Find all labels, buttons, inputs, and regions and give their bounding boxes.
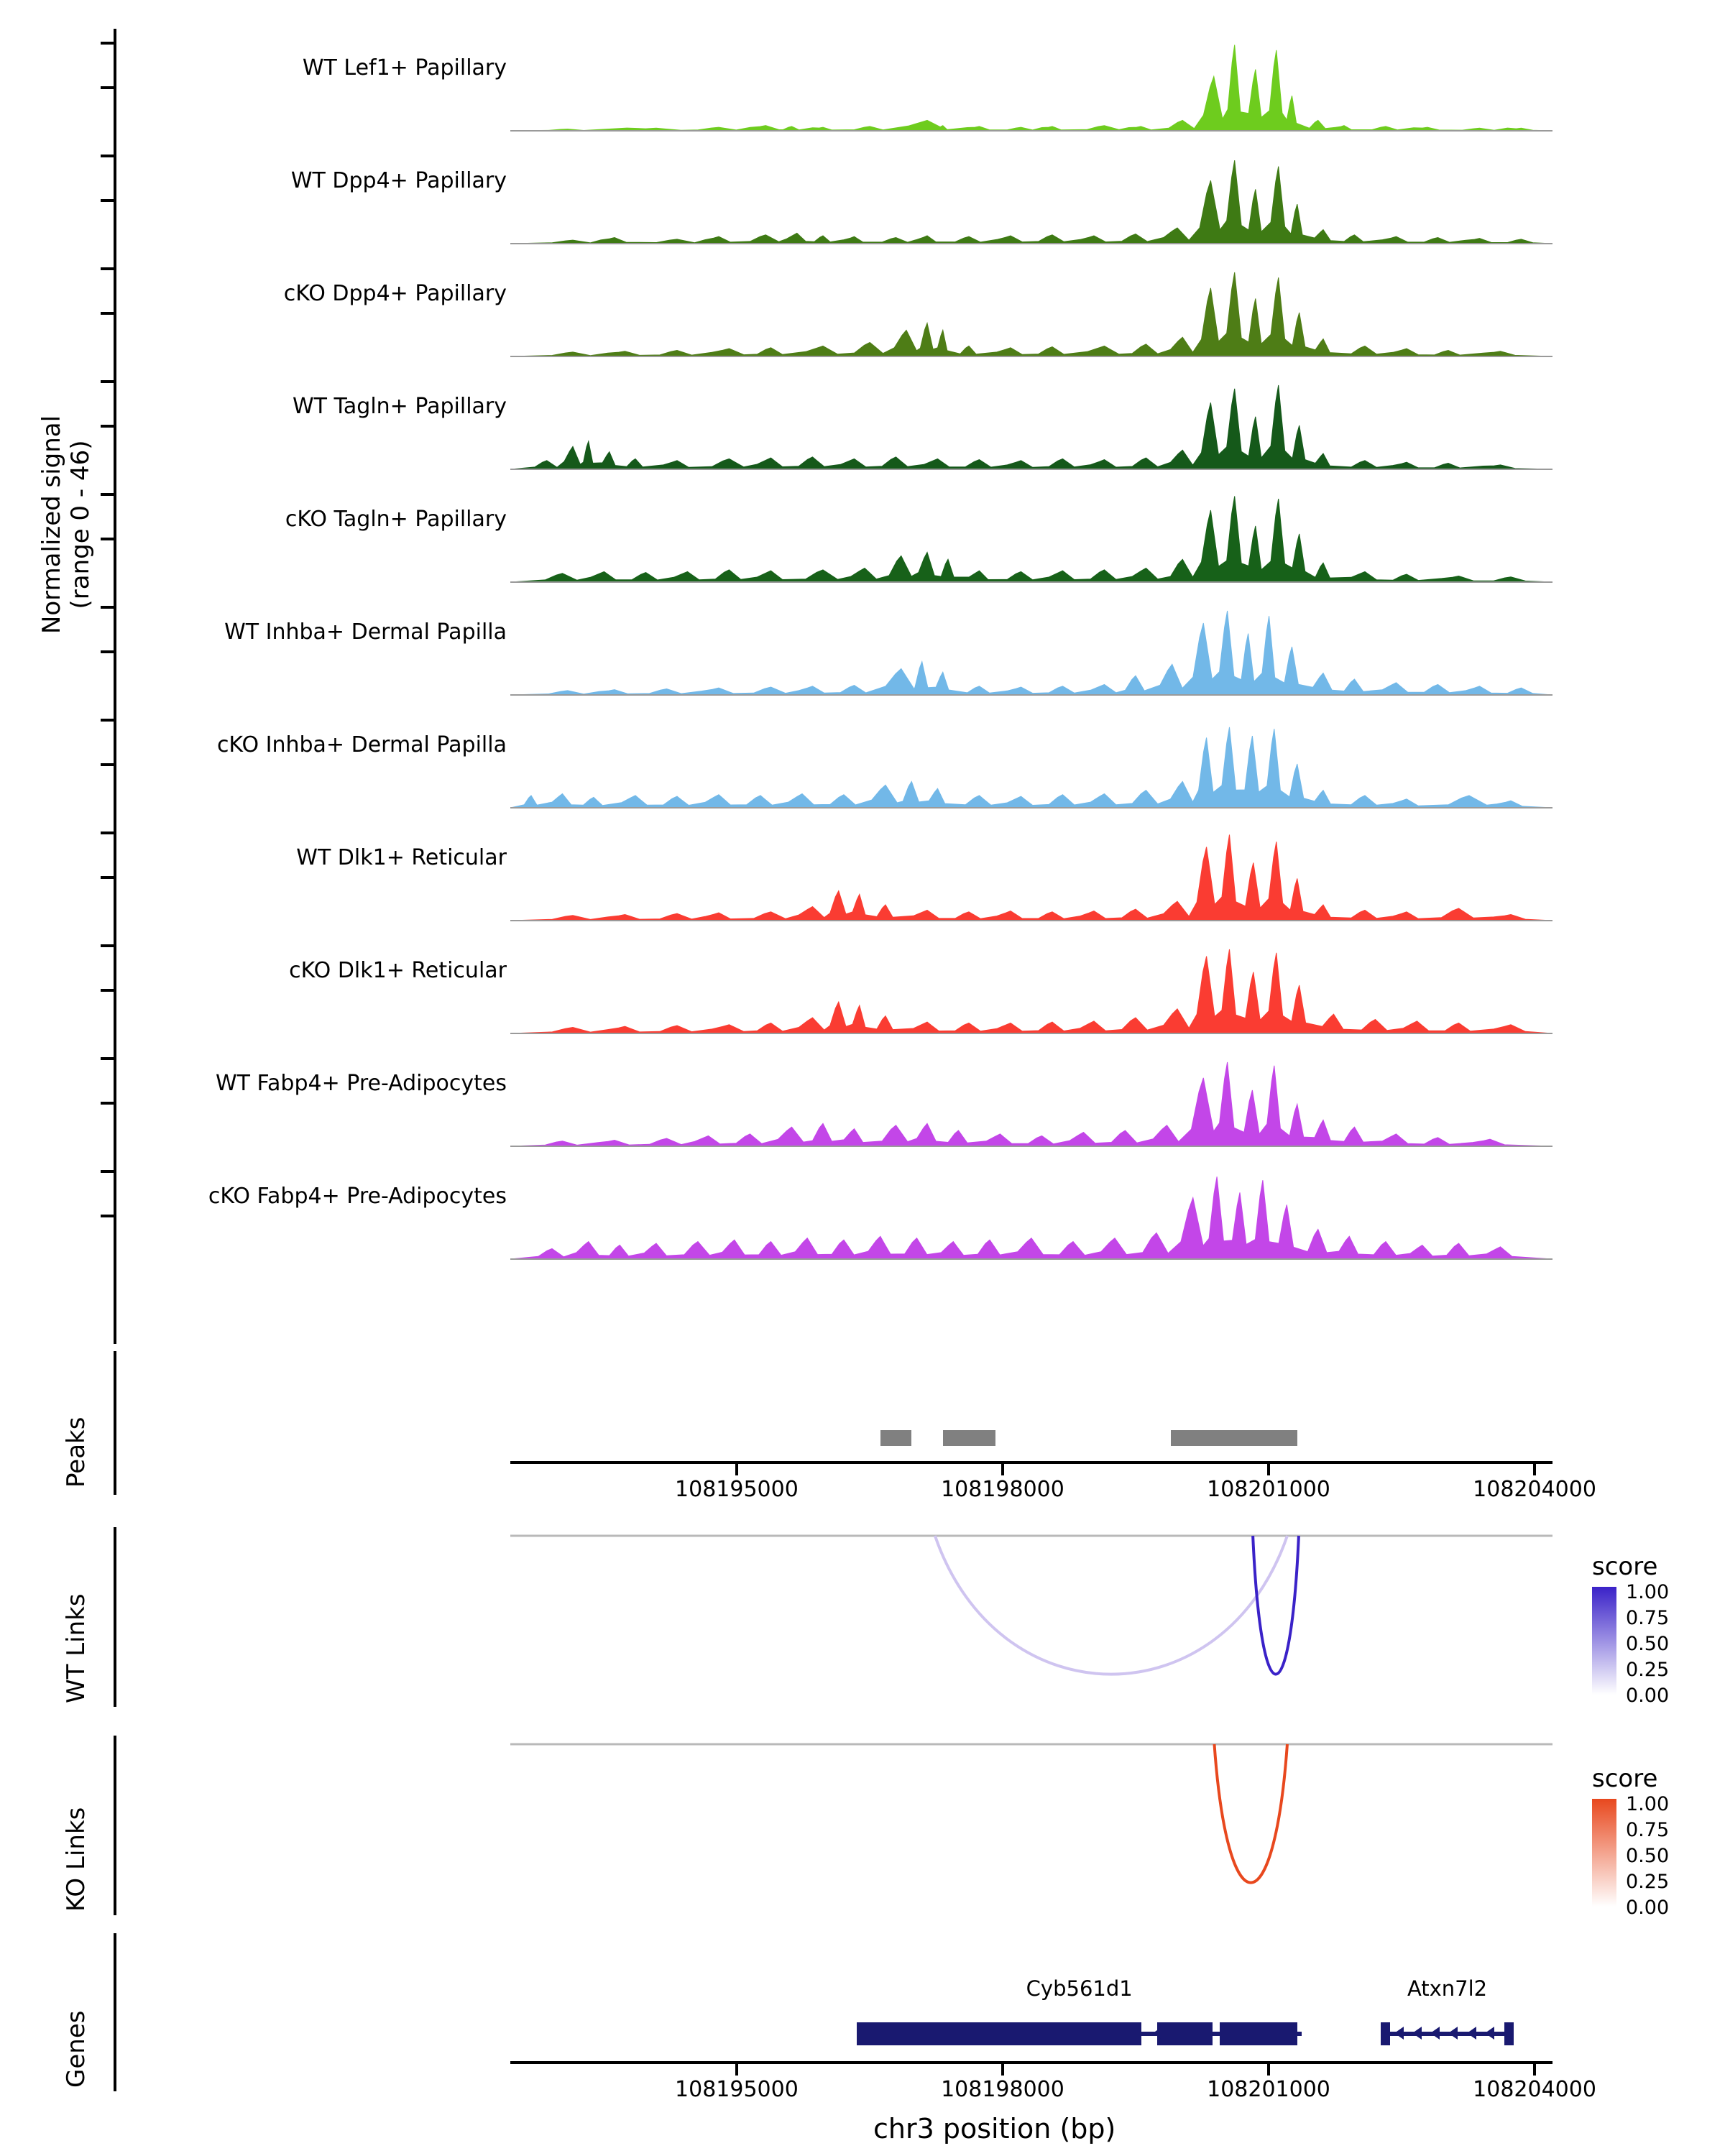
y-axis-tick	[101, 155, 116, 157]
signal-track	[216, 706, 1552, 831]
signal-track	[283, 254, 1552, 380]
track-label: cKO Inhba+ Dermal Papilla	[216, 732, 507, 757]
genes-x-axis	[510, 2061, 1552, 2064]
ko-links-legend-title: score	[1592, 1764, 1658, 1793]
y-axis-tick	[101, 425, 116, 428]
track-label: cKO Tagln+ Papillary	[285, 507, 507, 532]
wt-links-track	[510, 1527, 1552, 1707]
track-label: WT Fabp4+ Pre-Adipocytes	[216, 1071, 507, 1096]
gene-strand-arrow	[1394, 2027, 1404, 2040]
peaks-track	[510, 1351, 1552, 1495]
y-axis-tick	[101, 606, 116, 609]
y-axis-tick	[101, 86, 116, 89]
coverage-area	[510, 706, 1552, 831]
signal-track	[216, 1044, 1552, 1170]
signal-track	[296, 819, 1552, 944]
gene-strand-arrow	[1430, 2027, 1440, 2040]
link-arc	[1253, 1536, 1299, 1674]
link-arc	[935, 1536, 1287, 1674]
x-axis-tick	[735, 2064, 738, 2076]
signal-track	[293, 367, 1552, 493]
coverage-area	[510, 593, 1552, 719]
y-axis-tick	[101, 1170, 116, 1173]
wt-links-legend-tick-label: 0.75	[1626, 1607, 1670, 1629]
y-axis-tick	[101, 989, 116, 992]
peaks-x-axis	[510, 1461, 1552, 1464]
peak-bar	[943, 1430, 995, 1446]
signal-track	[285, 480, 1552, 606]
links-svg	[510, 1736, 1552, 1908]
track-label: WT Dpp4+ Papillary	[290, 168, 507, 193]
y-axis-tick	[101, 312, 116, 315]
x-axis-tick	[1267, 1464, 1270, 1475]
y-axis-tick	[101, 719, 116, 722]
track-label: cKO Dlk1+ Reticular	[289, 958, 507, 983]
x-axis-tick-label: 108195000	[675, 1477, 799, 1502]
y-axis-tick	[101, 1215, 116, 1217]
gene-exon	[1157, 2022, 1213, 2045]
signal-track	[289, 931, 1552, 1057]
coverage-area	[510, 29, 1552, 155]
y-axis-tick	[101, 538, 116, 540]
peaks-section-label: Peaks	[62, 1416, 91, 1488]
x-axis-tick-label: 108204000	[1473, 1477, 1596, 1502]
x-axis-tick-label: 108198000	[941, 2077, 1064, 2102]
coverage-area	[510, 254, 1552, 380]
genes-section-label: Genes	[62, 2010, 91, 2088]
x-axis-tick	[1001, 2064, 1004, 2076]
gene-exon	[1381, 2022, 1390, 2045]
track-label: WT Dlk1+ Reticular	[296, 845, 507, 870]
ko-links-legend-tick-label: 0.75	[1626, 1819, 1670, 1841]
y-axis-title-line2: (range 0 - 46)	[66, 440, 95, 609]
wt-links-legend-gradient	[1592, 1587, 1616, 1695]
track-label: WT Tagln+ Papillary	[293, 394, 507, 419]
coverage-area	[510, 819, 1552, 944]
gene-exon	[857, 2022, 1141, 2045]
y-axis-tick	[101, 380, 116, 383]
ko-links-legend-tick-label: 0.00	[1626, 1897, 1670, 1919]
gene-label: Atxn7l2	[1407, 1976, 1488, 2001]
y-axis-tick	[101, 42, 116, 45]
x-axis-tick-label: 108201000	[1207, 2077, 1330, 2102]
peak-bar	[880, 1430, 911, 1446]
x-axis-tick	[735, 1464, 738, 1475]
x-axis-tick	[1533, 1464, 1536, 1475]
track-label: WT Lef1+ Papillary	[302, 55, 507, 80]
ko-links-legend-gradient	[1592, 1799, 1616, 1907]
x-axis-tick	[1533, 2064, 1536, 2076]
coverage-area	[510, 1044, 1552, 1170]
y-axis-tick	[101, 493, 116, 496]
ko-links-legend-tick-label: 0.25	[1626, 1871, 1670, 1893]
y-axis-tick	[101, 199, 116, 202]
y-axis-tick	[101, 763, 116, 766]
ko-links-legend-tick-label: 1.00	[1626, 1793, 1670, 1815]
coverage-area	[510, 142, 1552, 267]
gene-strand-arrow	[1503, 2027, 1512, 2040]
ko-links-legend-tick-label: 0.50	[1626, 1845, 1670, 1867]
x-axis-tick-label: 108204000	[1473, 2077, 1596, 2102]
wt-links-legend-tick-label: 1.00	[1626, 1581, 1670, 1603]
y-axis-tick	[101, 1057, 116, 1060]
coverage-area	[510, 480, 1552, 606]
y-axis-tick	[101, 831, 116, 834]
ko-links-axis-line	[114, 1736, 116, 1915]
x-axis-tick	[1267, 2064, 1270, 2076]
genes-track	[510, 1933, 1552, 2091]
signal-axis-line	[114, 29, 116, 1344]
x-axis-tick-label: 108201000	[1207, 1477, 1330, 1502]
track-label: WT Inhba+ Dermal Papilla	[224, 619, 507, 645]
track-label: cKO Fabp4+ Pre-Adipocytes	[208, 1184, 507, 1209]
wt-links-legend-title: score	[1592, 1552, 1658, 1581]
ko-links-track	[510, 1736, 1552, 1915]
signal-track	[290, 142, 1552, 267]
signal-track	[208, 1157, 1552, 1283]
coverage-area	[510, 1157, 1552, 1283]
wt-links-legend-tick-label: 0.50	[1626, 1633, 1670, 1655]
peaks-axis-line	[114, 1351, 116, 1495]
wt-links-section-label: WT Links	[62, 1593, 91, 1703]
ko-links-section-label: KO Links	[62, 1807, 91, 1912]
wt-links-legend-tick-label: 0.25	[1626, 1659, 1670, 1681]
gene-strand-arrow	[1467, 2027, 1476, 2040]
link-arc	[1214, 1744, 1287, 1883]
coverage-area	[510, 931, 1552, 1057]
y-axis-tick	[101, 1102, 116, 1105]
x-axis-tick-label: 108198000	[941, 1477, 1064, 1502]
x-axis-tick	[1001, 1464, 1004, 1475]
y-axis-tick	[101, 944, 116, 947]
gene-strand-arrow	[1153, 2027, 1162, 2040]
gene-strand-arrow	[1448, 2027, 1458, 2040]
gene-strand-arrow	[1485, 2027, 1494, 2040]
peak-bar	[1171, 1430, 1298, 1446]
wt-links-legend-tick-label: 0.00	[1626, 1685, 1670, 1707]
y-axis-title	[37, 266, 95, 783]
gene-label: Cyb561d1	[1026, 1976, 1133, 2001]
track-label: cKO Dpp4+ Papillary	[283, 281, 507, 306]
gene-exon	[1220, 2022, 1297, 2045]
y-axis-tick	[101, 876, 116, 879]
y-axis-tick	[101, 650, 116, 653]
x-axis-title: chr3 position (bp)	[873, 2113, 1116, 2145]
x-axis-tick-label: 108195000	[675, 2077, 799, 2102]
signal-track	[302, 29, 1552, 155]
y-axis-tick	[101, 267, 116, 270]
signal-track	[224, 593, 1552, 719]
y-axis-title-line1: Normalized signal	[37, 415, 66, 635]
coverage-area	[510, 367, 1552, 493]
gene-strand-arrow	[1412, 2027, 1422, 2040]
wt-links-axis-line	[114, 1527, 116, 1707]
genes-axis-line	[114, 1933, 116, 2091]
links-svg	[510, 1527, 1552, 1700]
